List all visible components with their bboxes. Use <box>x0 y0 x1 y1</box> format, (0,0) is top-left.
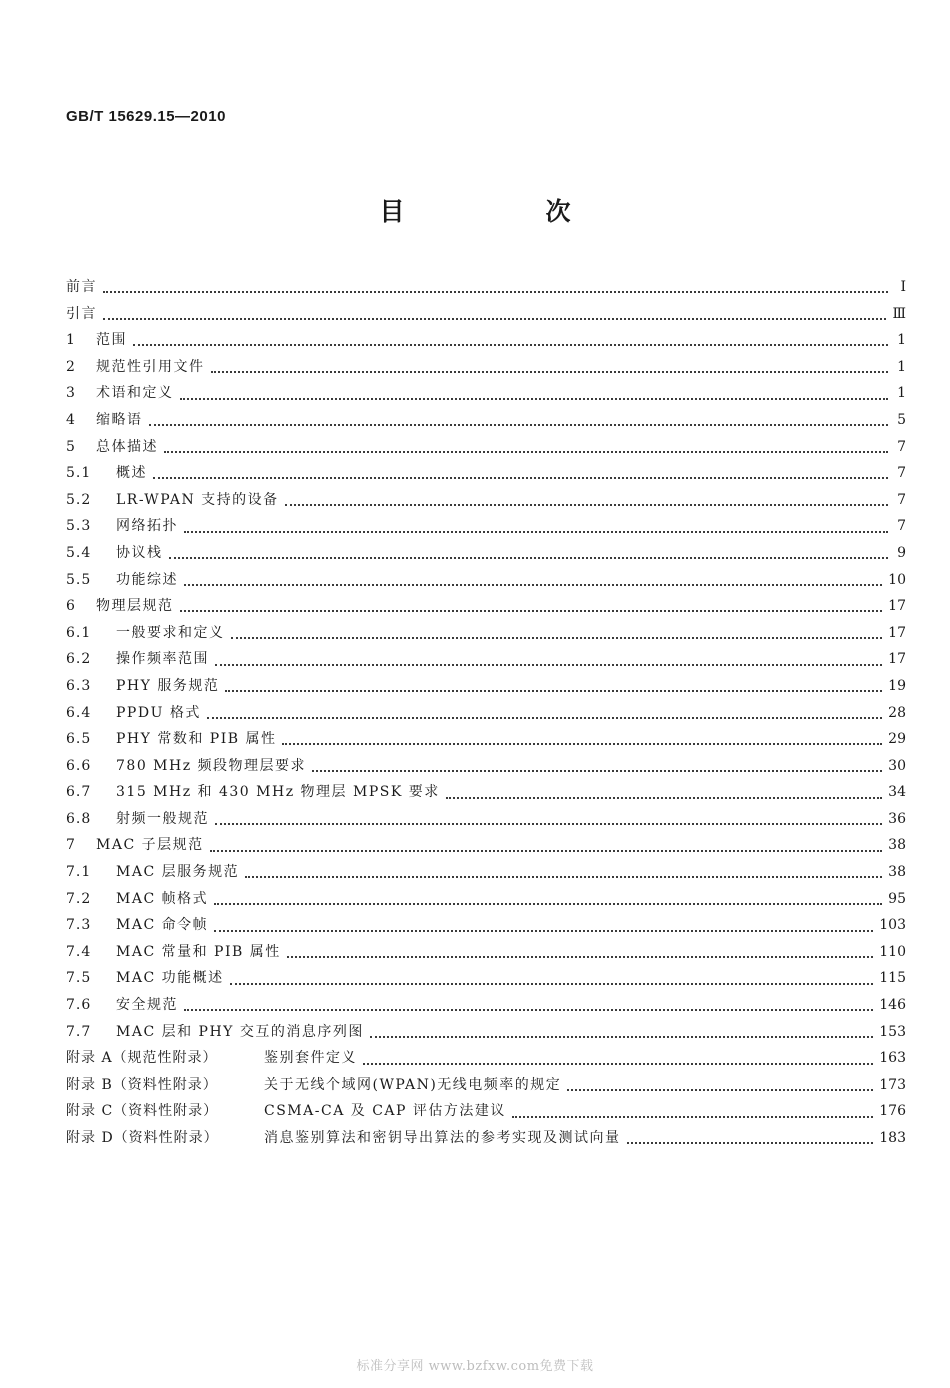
dot-leader <box>180 610 883 612</box>
dot-leader <box>245 876 882 878</box>
toc-entry-7-3[interactable] <box>66 914 906 941</box>
toc-entry-page: 163 <box>879 1050 906 1067</box>
dot-leader <box>207 717 882 719</box>
toc-entry-page: 29 <box>888 731 906 748</box>
toc-entry-number: 6.8 <box>66 810 92 827</box>
toc-entry-page: 30 <box>888 757 906 774</box>
toc-entry-title: 射频一般规范 <box>116 810 209 827</box>
toc-entry-number: 6.2 <box>66 651 92 668</box>
watermark-text: 标准分享网 www.bzfxw.com免费下载 <box>356 1359 594 1374</box>
toc-entry-5-2[interactable] <box>66 489 906 516</box>
dot-leader <box>149 424 889 426</box>
toc-entry-title: 网络拓扑 <box>116 518 178 535</box>
toc-entry-6[interactable] <box>66 595 906 622</box>
toc-entry-foreword[interactable] <box>66 276 906 303</box>
toc-entry-number: 7.6 <box>66 997 92 1014</box>
toc-entry-title: MAC 层服务规范 <box>116 864 240 881</box>
toc-entry-title: MAC 常量和 PIB 属性 <box>116 943 281 960</box>
toc-entry-page: 19 <box>888 677 906 694</box>
toc-entry-5-3[interactable] <box>66 515 906 542</box>
toc-entry-number: 5 <box>66 438 76 455</box>
toc-entry-page: 115 <box>879 970 906 987</box>
toc-entry-page: 153 <box>879 1023 906 1040</box>
dot-leader <box>214 930 873 932</box>
toc-entry-title: MAC 子层规范 <box>96 837 204 854</box>
dot-leader <box>169 557 889 559</box>
toc-entry-7[interactable] <box>66 834 906 861</box>
toc-entry-6-2[interactable] <box>66 648 906 675</box>
toc-entry-title: 范围 <box>96 332 127 349</box>
toc-entry-title: 功能综述 <box>116 571 178 588</box>
toc-entry-page: 36 <box>888 810 906 827</box>
dot-leader <box>215 823 882 825</box>
dot-leader <box>446 797 882 799</box>
toc-entry-page: 7 <box>897 491 906 508</box>
toc-entry-number: 5.3 <box>66 518 92 535</box>
toc-entry-page: 34 <box>888 784 906 801</box>
toc-entry-number: 3 <box>66 385 76 402</box>
table-of-contents <box>66 276 906 1154</box>
toc-entry-page: 7 <box>897 465 906 482</box>
toc-entry-appendix-c[interactable] <box>66 1100 906 1127</box>
dot-leader <box>285 504 888 506</box>
toc-entry-number: 7.5 <box>66 970 92 987</box>
toc-entry-page: 1 <box>897 358 906 375</box>
dot-leader <box>184 584 882 586</box>
toc-entry-number: 附录 B（资料性附录） <box>66 1076 218 1093</box>
toc-entry-5[interactable] <box>66 436 906 463</box>
toc-entry-page: 110 <box>879 943 906 960</box>
dot-leader <box>211 371 889 373</box>
dot-leader <box>370 1036 873 1038</box>
toc-entry-page: 17 <box>888 598 906 615</box>
dot-leader <box>225 690 882 692</box>
toc-entry-number: 6.4 <box>66 704 92 721</box>
toc-entry-number: 7.3 <box>66 917 92 934</box>
toc-entry-number: 6.3 <box>66 677 92 694</box>
toc-entry-number: 7 <box>66 837 76 854</box>
toc-entry-number: 7.4 <box>66 943 92 960</box>
toc-entry-title: MAC 命令帧 <box>116 917 209 934</box>
toc-entry-5-5[interactable] <box>66 569 906 596</box>
toc-entry-title: LR-WPAN 支持的设备 <box>116 491 279 508</box>
toc-entry-page: 7 <box>897 438 906 455</box>
toc-entry-page: 7 <box>897 518 906 535</box>
toc-entry-page: 173 <box>879 1076 906 1093</box>
toc-entry-title: MAC 层和 PHY 交互的消息序列图 <box>116 1023 364 1040</box>
dot-leader <box>184 1009 873 1011</box>
dot-leader <box>231 637 883 639</box>
toc-entry-3[interactable] <box>66 382 906 409</box>
toc-entry-5-4[interactable] <box>66 542 906 569</box>
dot-leader <box>627 1142 874 1144</box>
toc-entry-5-1[interactable] <box>66 462 906 489</box>
dot-leader <box>210 850 883 852</box>
toc-entry-title: 一般要求和定义 <box>116 624 225 641</box>
toc-entry-number: 7.2 <box>66 890 92 907</box>
toc-entry-number: 5.2 <box>66 491 92 508</box>
toc-entry-7-7[interactable] <box>66 1021 906 1048</box>
dot-leader <box>215 664 882 666</box>
dot-leader <box>287 956 874 958</box>
toc-entry-title: PPDU 格式 <box>116 704 201 721</box>
toc-entry-title: 消息鉴别算法和密钥导出算法的参考实现及测试向量 <box>264 1130 621 1146</box>
toc-entry-title: PHY 常数和 PIB 属性 <box>116 731 277 748</box>
toc-entry-page: Ⅰ <box>900 279 906 295</box>
toc-entry-title: 物理层规范 <box>96 598 174 615</box>
toc-entry-6-5[interactable] <box>66 728 906 755</box>
toc-entry-number: 6.5 <box>66 731 92 748</box>
toc-entry-6-3[interactable] <box>66 675 906 702</box>
toc-entry-page: 38 <box>888 864 906 881</box>
toc-entry-title: MAC 帧格式 <box>116 890 209 907</box>
toc-entry-7-2[interactable] <box>66 888 906 915</box>
toc-entry-number: 6.7 <box>66 784 92 801</box>
toc-entry-appendix-a[interactable] <box>66 1047 906 1074</box>
toc-entry-title: 引言 <box>66 305 97 322</box>
dot-leader <box>282 743 882 745</box>
dot-leader <box>363 1063 873 1065</box>
dot-leader <box>103 318 886 320</box>
toc-entry-title: 安全规范 <box>116 997 178 1014</box>
dot-leader <box>312 770 882 772</box>
toc-entry-page: 103 <box>879 917 906 934</box>
toc-entry-number: 5.5 <box>66 571 92 588</box>
toc-entry-title: 操作频率范围 <box>116 651 209 668</box>
toc-entry-number: 6.6 <box>66 757 92 774</box>
dot-leader <box>230 983 874 985</box>
toc-entry-number: 4 <box>66 411 76 428</box>
toc-entry-title: 规范性引用文件 <box>96 358 205 375</box>
toc-entry-title: 鉴别套件定义 <box>264 1050 357 1067</box>
toc-entry-2[interactable] <box>66 356 906 383</box>
dot-leader <box>133 344 888 346</box>
dot-leader <box>567 1089 873 1091</box>
toc-entry-page: 10 <box>888 571 906 588</box>
toc-entry-number: 7.1 <box>66 864 92 881</box>
toc-entry-page: 1 <box>897 332 906 349</box>
toc-entry-title: 315 MHz 和 430 MHz 物理层 MPSK 要求 <box>116 784 440 801</box>
toc-entry-title: 总体描述 <box>96 438 158 455</box>
toc-entry-page: 183 <box>879 1130 906 1146</box>
dot-leader <box>103 291 888 293</box>
toc-entry-7-4[interactable] <box>66 941 906 968</box>
toc-entry-7-1[interactable] <box>66 861 906 888</box>
toc-entry-6-1[interactable] <box>66 622 906 649</box>
toc-entry-title: PHY 服务规范 <box>116 677 220 694</box>
toc-entry-title: 术语和定义 <box>96 385 174 402</box>
dot-leader <box>512 1116 873 1118</box>
toc-entry-title: 关于无线个域网(WPAN)无线电频率的规定 <box>264 1076 562 1093</box>
toc-entry-page: 9 <box>897 544 906 561</box>
toc-entry-page: 5 <box>897 411 906 428</box>
dot-leader <box>164 451 888 453</box>
toc-entry-title: CSMA-CA 及 CAP 评估方法建议 <box>264 1103 506 1120</box>
toc-entry-6-8[interactable] <box>66 808 906 835</box>
toc-entry-number: 附录 D（资料性附录） <box>66 1130 219 1146</box>
toc-entry-appendix-d[interactable] <box>66 1127 906 1154</box>
toc-entry-number: 附录 A（规范性附录） <box>66 1050 218 1067</box>
toc-entry-title: MAC 功能概述 <box>116 970 224 987</box>
toc-entry-title: 协议栈 <box>116 544 163 561</box>
dot-leader <box>153 477 888 479</box>
toc-entry-number: 6.1 <box>66 624 92 641</box>
toc-entry-appendix-b[interactable] <box>66 1074 906 1101</box>
toc-entry-title: 前言 <box>66 279 97 295</box>
toc-entry-title: 缩略语 <box>96 411 143 428</box>
toc-entry-page: Ⅲ <box>892 305 906 322</box>
dot-leader <box>180 398 889 400</box>
dot-leader <box>214 903 882 905</box>
toc-entry-title: 780 MHz 频段物理层要求 <box>116 757 307 774</box>
toc-entry-7-5[interactable] <box>66 967 906 994</box>
toc-entry-4[interactable] <box>66 409 906 436</box>
toc-entry-number: 附录 C（资料性附录） <box>66 1103 219 1120</box>
toc-entry-page: 28 <box>888 704 906 721</box>
toc-entry-7-6[interactable] <box>66 994 906 1021</box>
toc-entry-number: 1 <box>66 332 76 349</box>
toc-entry-6-4[interactable] <box>66 702 906 729</box>
toc-entry-page: 17 <box>888 651 906 668</box>
toc-entry-page: 1 <box>897 385 906 402</box>
toc-entry-number: 7.7 <box>66 1023 92 1040</box>
toc-entry-number: 2 <box>66 358 76 375</box>
toc-entry-number: 6 <box>66 598 76 615</box>
toc-entry-6-6[interactable] <box>66 755 906 782</box>
toc-entry-page: 146 <box>879 997 906 1014</box>
page-title: 目 次 <box>379 197 629 226</box>
toc-entry-number: 5.4 <box>66 544 92 561</box>
toc-entry-title: 概述 <box>116 465 147 482</box>
toc-entry-page: 38 <box>888 837 906 854</box>
toc-entry-page: 17 <box>888 624 906 641</box>
standard-number: GB/T 15629.15—2010 <box>66 108 226 125</box>
dot-leader <box>184 531 888 533</box>
toc-entry-6-7[interactable] <box>66 781 906 808</box>
toc-entry-page: 95 <box>888 890 906 907</box>
toc-entry-1[interactable] <box>66 329 906 356</box>
toc-entry-number: 5.1 <box>66 465 92 482</box>
toc-entry-introduction[interactable] <box>66 303 906 330</box>
toc-entry-page: 176 <box>879 1103 906 1120</box>
